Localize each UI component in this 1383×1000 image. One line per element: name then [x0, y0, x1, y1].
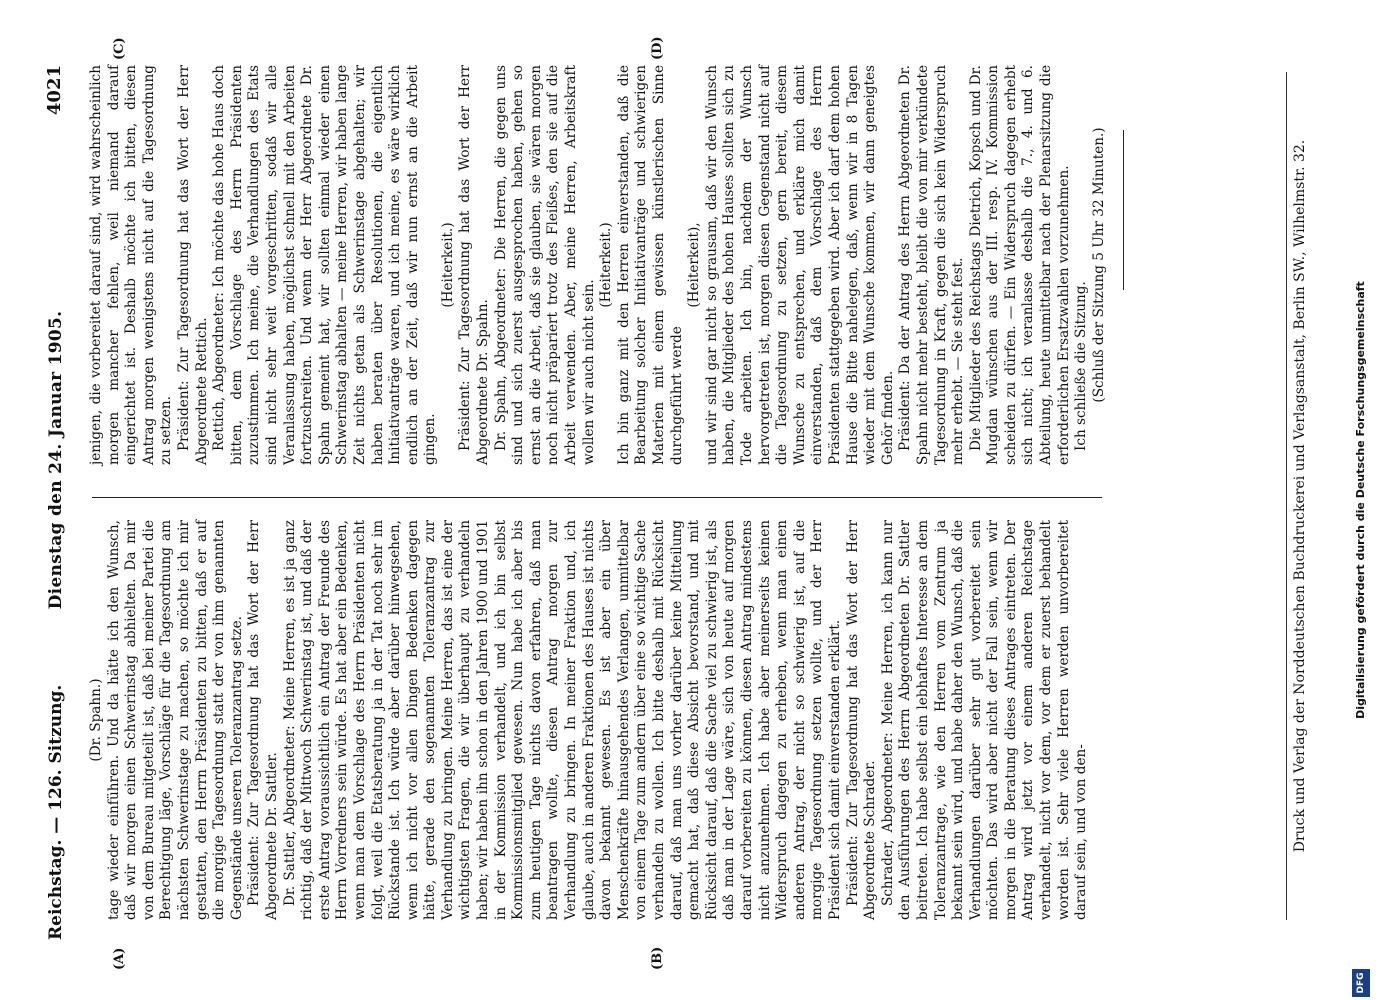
paragraph: Rettich, Abgeordneter: Ich möchte das hohe Haus doch bitten, dem Vorschlage des Herrn Präsidenten zuzustimmen. Ich meine, die Verhandlungen des Etats sind nicht sehr weit vorgeschritten, sodaß wir alle Veranlassung haben, möglichst schnell mit den Arbeiten fortzuschreiten. Und wenn der Herr Abgeordnete Dr. Spahn gemeint hat, wir sollten einmal wieder einen Schwerinstag abhalten — meine Herren, wir haben lange Zeit nichts getan als Schwerinstage abgehalten; wir haben beraten über Resolutionen, die eigentlich Initiativanträge waren, und ich meine, es wäre wirklich endlich an der Zeit, daß wir nun ernst an die Arbeit gingen. [211, 65, 439, 465]
margin-marker-a: (A) [112, 947, 127, 970]
paragraph: und wir sind gar nicht so grausam, daß wir den Wunsch haben, die Mitglieder des hohen Hauses sollten sich zu Tode arbeiten. Ich bin, nachdem der Wunsch hervorgetreten ist, morgen diesen Gegenstand nicht auf die Tagesordnung zu setzen, gern bereit, diesem Wunsche zu entsprechen, und erkläre mich damit einverstanden, daß dem Vorschlage des Herrn Präsidenten stattgegeben wird. Aber ich darf dem hohen Hause die Bitte nahelegen, daß, wenn wir in 8 Tagen wieder mit dem Wunsche kommen, wir dann geneigtes Gehör finden. [703, 65, 896, 465]
paragraph: Schrader, Abgeordneter: Meine Herren, ich kann nur den Ausführungen des Herrn Abgeordneten Dr. Sattler beitreten. Ich habe selbst ein lebhaftes Interesse an dem Toleranzantrage, wie den Herren vom Zentrum ja bekannt sein wird, und habe daher den Wunsch, daß die Verhandlungen darüber sehr gut vorbereitet sein möchten. Das wird aber nicht der Fall sein, wenn wir morgen in die Beratung dieses Antrages eintreten. Der Antrag wird jetzt vor einem anderen Reichstage verhandelt, nicht vor dem, vor dem er zuerst behandelt worden ist. Sehr viele Herren werden unvorbereitet darauf sein, und von den- [879, 520, 1090, 920]
paragraph: jenigen, die vorbereitet darauf sind, wird wahrscheinlich morgen mancher fehlen, weil niemand darauf eingerichtet ist. Deshalb möchte ich bitten, diesen Antrag morgen wenigstens nicht auf die Tagesordnung zu setzen. [88, 65, 175, 465]
speaker-note: (Dr. Spahn.) [88, 678, 104, 762]
margin-marker-d: (D) [650, 36, 665, 60]
paragraph: tage wieder einführen. Und da hätte ich den Wunsch, daß wir morgen einen Schwerinstag abhielten. Da mir von dem Bureau mitgeteilt ist, daß bei meiner Partei die Berechtigung läge, Vorschläge für die Tagesordnung am nächsten Schwerinstage zu machen, so möchte ich mir gestatten, den Herrn Präsidenten zu bitten, daß er auf die morgige Tagesordnung statt der von ihm genannten Gegenstände unseren Toleranzantrag setze. [105, 520, 245, 920]
right-column [88, 65, 1107, 465]
paragraph: Dr. Sattler, Abgeordneter: Meine Herren, es ist ja ganz richtig, daß der Mittwoch Schwerinstag ist, und daß der erste Antrag voraussichtlich ein Antrag der Freunde des Herrn Vorredners sein würde. Es hat aber ein Bedenken, wenn man dem Vorschlage des Herrn Präsidenten nicht folgt, weil die Etatsberatung ja in der Tat noch sehr im Rückstande ist. Ich würde aber darüber hinwegsehen, wenn ich nicht vor allen Dingen Bedenken dagegen hätte, gerade den sogenannten Toleranzantrag zur Verhandlung zu bringen. Meine Herren, das ist eine der wichtigsten Fragen, die wir überhaupt zu verhandeln haben; wir haben ihn schon in den Jahren 1900 und 1901 in der Kommission verhandelt, und ich bin selbst Kommissionsmitglied gewesen. Nun habe ich aber bis zum heutigen Tage nichts davon erfahren, daß man beantragen wollte, diesen Antrag morgen zur Verhandlung zu bringen. In meiner Fraktion und, ich glaube, auch in anderen Fraktionen des Hauses ist nichts davon bekannt gewesen. Es ist aber ein über Menschenkräfte hinausgehendes Verlangen, unmittelbar von einem Tage zum andern über eine so wichtige Sache verhandeln zu wollen. Ich bitte deshalb mit Rücksicht darauf, daß man uns vorher darüber keine Mitteilung gemacht hat, daß diese Absicht bevorstand, und mit Rücksicht darauf, daß die Sache viel zu schwierig ist, als daß man in der Lage wäre, sich von heute auf morgen darauf vorbereiten zu können, diesen Antrag mindestens nicht anzunehmen. Ich habe aber meinerseits keinen Widerspruch dagegen zu erheben, wenn man einen anderen Antrag, der nicht so schwierig ist, auf die morgige Tagesordnung setzen wollte, und der Herr Präsident sich damit einverstanden erklärt. [281, 520, 843, 920]
paragraph: Präsident: Zur Tagesordnung hat das Wort der Herr Abgeordnete Rettich. [175, 65, 210, 465]
interjection: (Heiterkeit), [686, 222, 703, 308]
dfg-logo [1352, 969, 1370, 997]
closing-note: (Schluß der Sitzung 5 Uhr 32 Minuten.) [1090, 127, 1107, 403]
margin-marker-b: (B) [650, 946, 665, 970]
paragraph: Präsident: Da der Antrag des Herrn Abgeordneten Dr. Spahn nicht mehr besteht, bleibt die von mir verkündete Tagesordnung in Kraft, gegen die sich kein Widerspruch mehr erhebt. — Sie steht fest. [897, 65, 967, 465]
header-left: Reichstag. — 126. Sitzung. [46, 684, 66, 940]
margin-marker-c: (C) [112, 37, 127, 60]
paragraph: Die Mitglieder des Reichstags Dietrich, Kopsch und Dr. Mugdan wünschen aus der III. resp. IV. Kommission scheiden zu dürfen. — Ein Widerspruch dagegen erhebt sich nicht; ich veranlasse deshalb die 7., 4. und 6. Abteilung, heute unmittelbar nach der Plenarsitzung die erforderlichen Ersatzwahlen vorzunehmen. [967, 65, 1072, 465]
digitization-note: Digitalisierung gefördert durch die Deutsche Forschungsgemeinschaft [1354, 281, 1367, 719]
interjection: (Heiterkeit.) [598, 222, 615, 308]
left-column [88, 520, 1098, 920]
page-number: 4021 [44, 65, 65, 116]
paragraph: Präsident: Zur Tagesordnung hat das Wort der Herr Abgeordnete Schrader. [844, 520, 879, 920]
footer-rule [1286, 72, 1287, 920]
paragraph: Präsident: Zur Tagesordnung hat das Wort der Herr Abgeordnete Dr. Spahn. [457, 65, 492, 465]
paragraph: Dr. Spahn, Abgeordneter: Die Herren, die gegen uns sind und sich zuerst ausgesprochen haben, gehen so ernst an die Arbeit, daß sie glauben, sie wären morgen noch nicht präpariert trotz des Fleißes, den sie auf die Arbeit verwenden. Aber, meine Herren, Arbeitskraft wollen wir auch nicht sein. [492, 65, 597, 465]
paragraph: Ich bin ganz mit den Herren einverstanden, daß die Bearbeitung solcher Initiativanträge und schwierigen Materien mit einem gewissen künstlerischen Sinne durchgeführt werde [615, 65, 685, 465]
imprint-footer: Druck und Verlag der Norddeutschen Buchdruckerei und Verlagsanstalt, Berlin SW., Wilhelmstr. 32. [1292, 139, 1308, 853]
header-date: Dienstag den 24. Januar 1905. [46, 310, 66, 610]
page-header [40, 65, 80, 940]
interjection: (Heiterkeit.) [439, 222, 456, 308]
end-rule [1123, 130, 1124, 290]
paragraph: Präsident: Zur Tagesordnung hat das Wort der Herr Abgeordnete Dr. Sattler. [246, 520, 280, 920]
column-divider [92, 497, 1102, 498]
dfg-logo-text: DFG [1356, 972, 1366, 994]
paragraph: Ich schließe die Sitzung. [1073, 281, 1090, 451]
